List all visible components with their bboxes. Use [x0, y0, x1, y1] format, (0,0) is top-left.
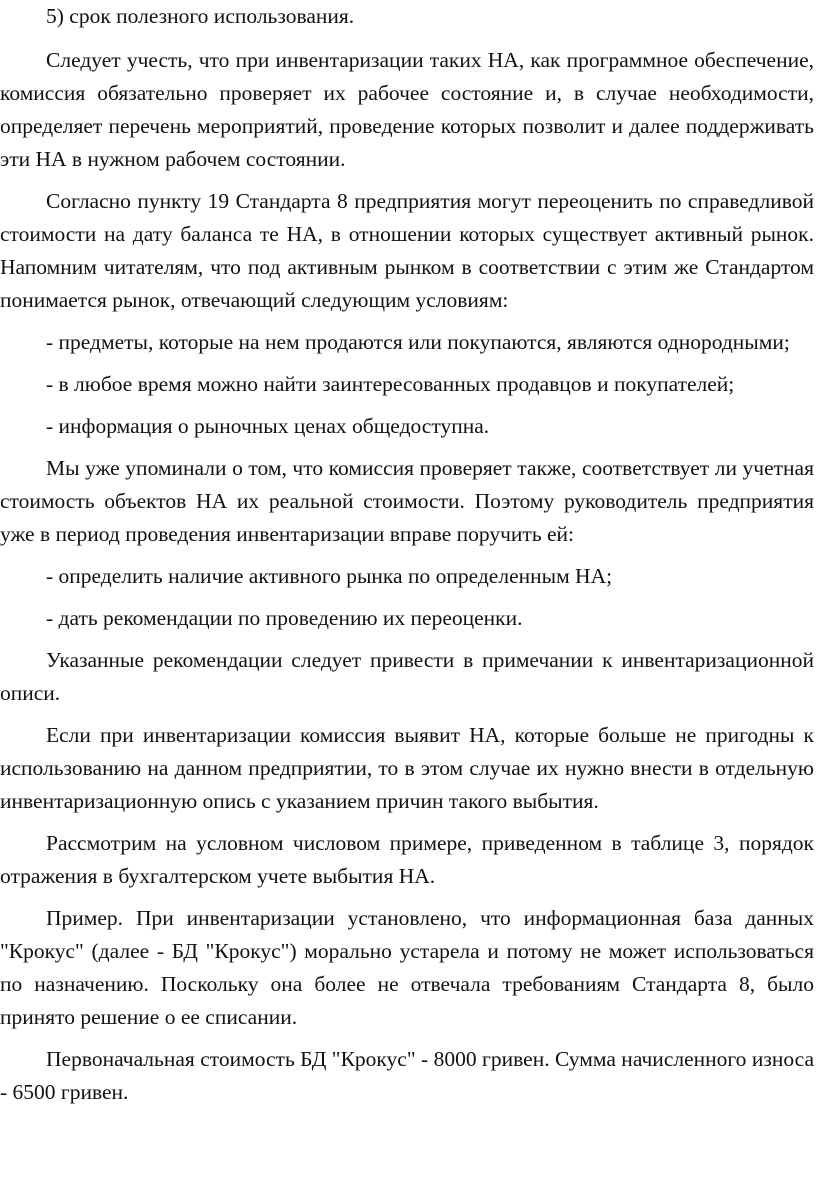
paragraph-unfit-assets: Если при инвентаризации комиссия выявит НА, которые больше не пригодны к использованию на данном предприятии, то в этом случае их нужно внести в отдельную инвентаризационную опись с указанием причин такого выбытия. [0, 723, 814, 813]
paragraph-revaluation: Согласно пункту 19 Стандарта 8 предприятия могут переоценить по справедливой стоимости на дату баланса те НА, в отношении которых существует активный рынок. Напомним читателям, что под активным рынком в соответствии с этим же Стандартом понимается рынок, отвечающий следующим условиям: [0, 189, 814, 312]
paragraph-inventory-note: Указанные рекомендации следует привести в примечании к инвентаризационной описи. [0, 648, 814, 705]
list-item-recommendations: - дать рекомендации по проведению их переоценки. [46, 606, 523, 630]
list-item-homogeneous: - предметы, которые на нем продаются или покупаются, являются однородными; [46, 330, 790, 354]
list-item-active-market: - определить наличие активного рынка по определенным НА; [46, 564, 613, 588]
list-item-public-prices: - информация о рыночных ценах общедоступна. [46, 414, 490, 438]
paragraph-software-check: Следует учесть, что при инвентаризации таких НА, как программное обеспечение, комиссия обязательно проверяет их рабочее состояние и, в случае необходимости, определяет перечень мероприятий, проведение которых позволит и далее поддерживать эти НА в нужном рабочем состоянии. [0, 48, 814, 171]
paragraph-useful-life: 5) срок полезного использования. [46, 4, 355, 28]
paragraph-table-example: Рассмотрим на условном числовом примере, приведенном в таблице 3, порядок отражения в бухгалтерском учете выбытия НА. [0, 831, 814, 888]
paragraph-commission-check: Мы уже упоминали о том, что комиссия проверяет также, соответствует ли учетная стоимость объектов НА их реальной стоимости. Поэтому руководитель предприятия уже в период проведения инвентаризации вправе поручить ей: [0, 456, 814, 546]
paragraph-initial-cost: Первоначальная стоимость БД "Крокус" - 8000 гривен. Сумма начисленного износа - 6500 гривен. [0, 1047, 814, 1104]
paragraph-example: Пример. При инвентаризации установлено, что информационная база данных "Крокус" (далее - БД "Крокус") морально устарела и потому не может использоваться по назначению. Поскольку она более не отвечала требованиям Стандарта 8, было принято решение о ее списании. [0, 906, 814, 1029]
list-item-buyers-sellers: - в любое время можно найти заинтересованных продавцов и покупателей; [46, 372, 735, 396]
